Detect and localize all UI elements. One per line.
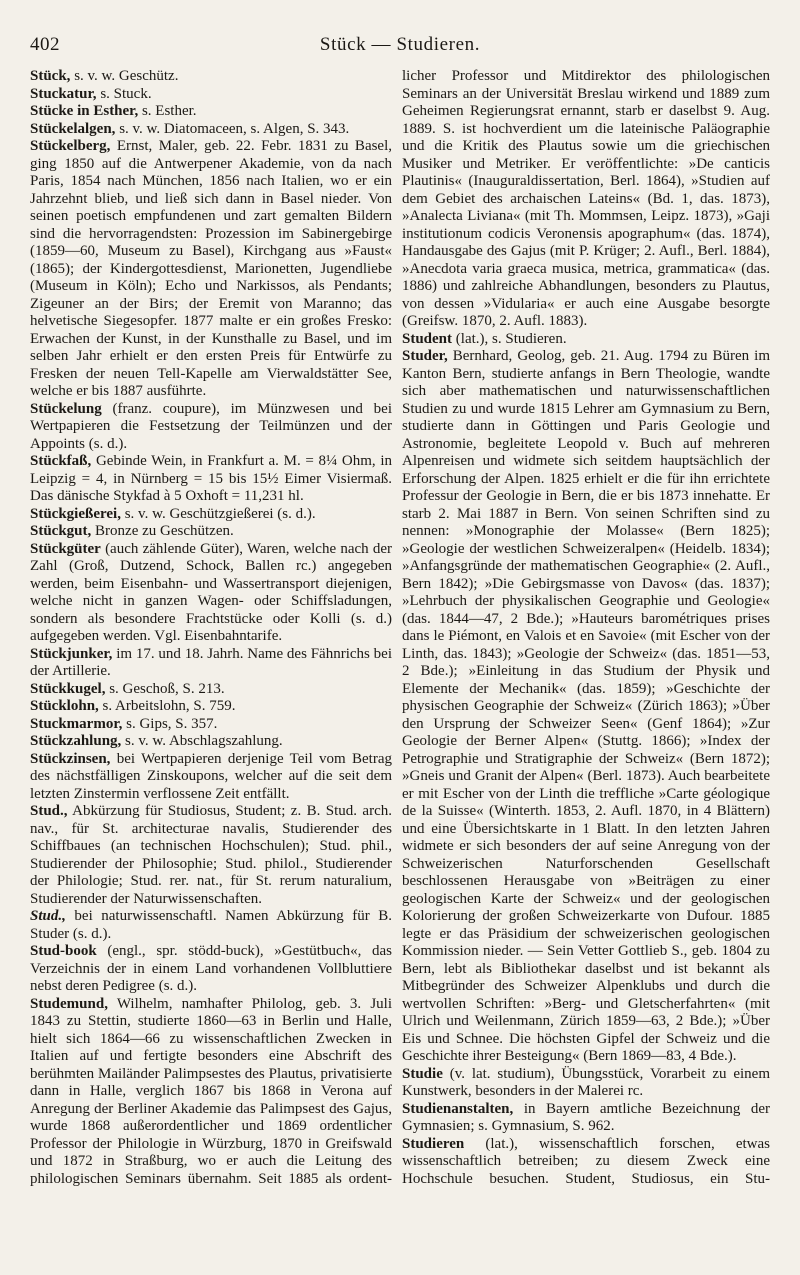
entry-studemund (30, 996, 392, 1189)
entry-text: (auch zählende Güter), Waren, welche nach der Zahl (Groß, Dutzend, Schock, Ballen rc.) angegeben werden, beim Eisenbahn- und Wassertransport diejenigen, welche nicht in ganzen Wagen- oder Schiffsladungen, sondern als besondere Frachtstücke oder Kolli (s. d.) aufgegeben werden. Vgl. Eisenbahntarife. (30, 540, 393, 644)
headword: Stückgüter (30, 540, 101, 557)
entry-studieren (402, 1136, 770, 1189)
entry-text: licher Professor und Mitdirektor des philologischen Seminars an der Universität Breslau wirkend und 1889 zum Geheimen Regierungsrat ernannt, starb er daselbst 9. Aug. 1889. S. ist hochverdient um die lateinische Paläographie und die Kritik des Plautus sowie um die griechischen Musiker und Metriker. Er veröffentlichte: »De canticis Plautinis« (Inauguraldissertation, Berl. 1864), »Studien auf dem Gebiet des archaischen Lateins« (Bd. 1, das. 1873), »Analecta Liviana« (mit Th. Mommsen, Leipz. 1873), »Gaji institutionum codicis Veronensis apographum« (das. 1874), Handausgabe des Gajus (mit P. Krüger; 2. Aufl., Berl. 1884), »Anecdota varia graeca musica, metrica, grammatica« (das. 1886) und zahlreiche Abhandlungen, besonders zu Plautus, von dessen »Vidularia« er auch eine Ausgabe besorgte (Greifsw. 1870, 2. Aufl. 1883). (402, 68, 770, 329)
headword: Stückzahlung, (30, 733, 122, 749)
entry-text: s. Geschoß, S. 213. (109, 680, 225, 697)
entry-stueckfass (30, 453, 392, 506)
entry-stueckgut (30, 523, 392, 541)
headword: Studer, (402, 348, 448, 364)
headword: Stud., (30, 803, 68, 819)
entry-text: Bronze zu Geschützen. (95, 523, 234, 539)
entry-stueckkugel (30, 681, 392, 699)
headword: Stücke in Esther, (30, 103, 139, 119)
entry-stueckelberg (30, 138, 392, 401)
left-column (30, 68, 392, 1188)
entry-text: s. v. w. Geschützgießerei (s. d.). (124, 505, 316, 522)
running-title: Stück — Studieren. (319, 34, 481, 55)
headword: Stud-book (30, 943, 97, 959)
entry-stuecke-in-esther (30, 103, 392, 121)
headword: Stud., (30, 908, 66, 924)
entry-student (402, 331, 770, 349)
entry-studie (402, 1066, 770, 1101)
headword: Stückelung (30, 400, 102, 417)
entry-text: Wilhelm, namhafter Philolog, geb. 3. Juli 1843 zu Stettin, studierte 1860—63 in Berlin und Halle, hielt sich 1864—66 zu wissenschaftlichen Zwecken in Italien auf und fertigte besonders eine Abschrift des berühmten Mailänder Palimpsestes des Plautus, privatisierte dann in Halle, verglich 1867 bis 1868 in Verona auf Anregung der Berliner Akademie das Palimpsest des Gajus, wurde 1868 außerordentlicher und 1869 ordentlicher Professor der Philologie in Würzburg, 1870 in Greifswald und 1872 in Straßburg, wo er auch die Leitung des philologischen Seminars übernahm. Seit 1885 als ordent- (30, 995, 392, 1187)
entry-text: (engl., spr. stödd-buck), »Gestütbuch«, das Verzeichnis der in einem Land vorhandenen Vollbluttiere nebst deren Pedigree (s. d.). (30, 943, 393, 994)
entry-studer (402, 348, 770, 1066)
page-number: 402 (30, 34, 60, 55)
headword: Studienanstalten, (402, 1100, 514, 1117)
entry-stuckatur (30, 86, 392, 104)
headword: Studieren (402, 1135, 465, 1152)
entry-stueckzahlung (30, 733, 392, 751)
headword: Studie (402, 1065, 443, 1082)
entry-stud-book (30, 943, 392, 996)
entry-text: Abkürzung für Studiosus, Student; z. B. Stud. arch. nav., für St. architecturae navalis, Studierender des Schiffbaues (an technischen Hochschulen); Stud. phil., Studierender der Philosophie; Stud. philol., Studierender der Philologie; Stud. rer. nat., für St. rerum naturalium, Studierender der Naturwissenschaften. (30, 803, 392, 907)
entry-stueck (30, 68, 392, 86)
entry-stud-abbreviation (30, 803, 392, 908)
entry-text: in Bayern amtliche Bezeichnung der Gymnasien; s. Gymnasium, S. 962. (402, 1100, 770, 1134)
entry-stueckjunker (30, 646, 392, 681)
headword: Stückfaß, (30, 453, 92, 469)
headword: Stückkugel, (30, 680, 106, 697)
entry-text: (lat.), wissenschaftlich forschen, etwas wissenschaftlich betreiben; zu diesem Zweck eine Hochschule besuchen. Student, Studiosus, ein Stu- (402, 1135, 771, 1187)
entry-text: (lat.), s. Studieren. (455, 330, 567, 347)
headword: Stückjunker, (30, 645, 113, 662)
headword: Student (402, 330, 453, 347)
entry-text: s. Stuck. (100, 85, 152, 102)
entry-text: s. v. w. Diatomaceen, s. Algen, S. 343. (119, 120, 350, 137)
entry-studemund-continued (402, 68, 770, 331)
entry-text: s. Gips, S. 357. (126, 715, 218, 732)
entry-text: (franz. coupure), im Münzwesen und bei Wertpapieren die Festsetzung der Teilmünzen und der Appoints (s. d.). (30, 400, 393, 452)
headword: Stückgut, (30, 523, 92, 539)
entry-stuecklohn (30, 698, 392, 716)
entry-stuckmarmor (30, 716, 392, 734)
headword: Stuckatur, (30, 85, 97, 102)
entry-text: Ernst, Maler, geb. 22. Febr. 1831 zu Basel, ging 1850 auf die Antwerpener Akademie, von da nach Paris, 1854 nach München, 1856 nach Italien, wo er ein Jahrzehnt blieb, und ließ sich dann in Basel nieder. Von seinen poetisch empfundenen und zart gemalten Bildern sind die hervorragendsten: Prozession im Sabinergebirge (1859—60, Museum zu Basel), Kirchgang aus »Faust« (1865); der Kindergottesdienst, Marionetten, Jugendliebe (Museum in Köln); Echo und Narkissos, als Pendants; Zigeuner an der Birs; der Eremit von Maranno; das helvetische Siegesopfer. 1877 malte er ein großes Fresko: Erwachen der Kunst, in der Kunsthalle zu Basel, und im selben Jahr erhielt er den ersten Preis für Entwürfe zu Fresken der neuen Tell-Kapelle am Vierwaldstätter See, welche er bis 1887 ausführte. (30, 138, 393, 399)
entry-text: s. v. w. Abschlagszahlung. (125, 733, 283, 749)
headword: Stuckmarmor, (30, 715, 123, 732)
entry-text: Bernhard, Geolog, geb. 21. Aug. 1794 zu Büren im Kanton Bern, studierte anfangs in Bern Theologie, wandte sich aber mathematischen und naturwissenschaftlichen Studien zu und wurde 1815 Lehrer am Gymnasium zu Bern, studierte dann in Göttingen und Paris Geologie und Astronomie, begleitete Leopold v. Buch auf mehreren Alpenreisen und widmete sich seitdem hauptsächlich der Erforschung der Alpen. 1825 erhielt er die für ihn errichtete Professur der Geologie in Bern, die er bis 1873 innehatte. Er starb 2. Mai 1887 in Bern. Von seinen Schriften sind zu nennen: »Monographie der Molasse« (Bern 1825); »Geologie der westlichen Schweizeralpen« (Heidelb. 1834); »Anfangsgründe der mathematischen Geographie« (2. Aufl., Bern 1842); »Die Gebirgsmasse von Davos« (das. 1837); »Lehrbuch der physikalischen Geographie und Geologie« (das. 1844—47, 2 Bde.); »Hauteurs barométriques prises dans le Piémont, en Valois et en Savoie« (mit Escher von der Linth, das. 1843); »Geologie der Schweiz« (das. 1851—53, 2 Bde.); »Einleitung in das Studium der Physik und Elemente der Mechanik« (das. 1859); »Geschichte der physischen Geographie der Schweiz« (Zürich 1863); »Über den Ursprung der Schweizer Seen« (Genf 1864); »Zur Geologie der Berner Alpen« (Stuttg. 1866); »Index der Petrographie und Stratigraphie der Schweiz« (Bern 1872); »Gneis und Granit der Alpen« (Berl. 1873). Auch bearbeitete er mit Escher von der Linth die treffliche »Carte géologique de la Suisse« (Winterth. 1853, 2. Aufl. 1870, in 4 Blättern) und eine Übersichtskarte in 1 Blatt. In den letzten Jahren widmete er sich besonders der auf seine Anregung von der Schweizerischen Naturforschenden Gesellschaft beschlossenen Herausgabe von »Beiträgen zu einer geologischen Karte der Schweiz« und der geologischen Kolorierung der großen Schweizerkarte von Dufour. 1885 legte er das Präsidium der schweizerischen geologischen Kommission nieder. — Sein Vetter Gottlieb S., geb. 1804 zu Bern, lebt als Bibliothekar daselbst und ist bekannt als Mitbegründer des Schweizer Alpenklubs und durch die wertvollen Schriften: »Berg- und Gletscherfahrten« (mit Ulrich und Weilenmann, Zürich 1859—63, 2 Bde.); »Über Eis und Schnee. Die höchsten Gipfel der Schweiz und die Geschichte ihrer Besteigung« (Bern 1869—83, 4 Bde.). (402, 348, 771, 1064)
headword: Stücklohn, (30, 698, 99, 714)
entry-stueckelalgen (30, 121, 392, 139)
headword: Stückgießerei, (30, 505, 121, 522)
entry-stueckgueter (30, 541, 392, 646)
entry-text: s. Esther. (141, 103, 197, 119)
entry-stueckzinsen (30, 751, 392, 804)
entry-text: Gebinde Wein, in Frankfurt a. M. = 8¼ Ohm, in Leipzig = 4, in Nürnberg = 15 bis 15½ Eimer Visiermaß. Das dänische Stykfad à 5 Oxhoft = 11,231 hl. (30, 453, 392, 504)
entry-stueckelung (30, 401, 392, 454)
entry-stueckgiesserei (30, 506, 392, 524)
headword: Stückelalgen, (30, 120, 116, 137)
entry-text: bei naturwissenschaftl. Namen Abkürzung für B. Studer (s. d.). (30, 908, 393, 942)
entry-text: (v. lat. studium), Übungsstück, Vorarbeit zu einem Kunstwerk, besonders in der Malerei rc. (402, 1065, 770, 1099)
entry-text: s. v. w. Geschütz. (74, 68, 179, 84)
entry-text: s. Arbeitslohn, S. 759. (102, 698, 236, 714)
entry-studienanstalten (402, 1101, 770, 1136)
entry-text: bei Wertpapieren derjenige Teil vom Betrag des nächstfälligen Zinskoupons, welcher auf die seit dem letzten Zinstermin verflossene Zeit entfällt. (30, 750, 393, 802)
entry-text: im 17. und 18. Jahrh. Name des Fähnrichs bei der Artillerie. (30, 645, 393, 679)
headword: Stückzinsen, (30, 750, 111, 767)
right-column (402, 68, 770, 1188)
headword: Studemund, (30, 995, 108, 1012)
headword: Stück, (30, 68, 71, 84)
headword: Stückelberg, (30, 138, 111, 154)
entry-stud-author (30, 908, 392, 943)
